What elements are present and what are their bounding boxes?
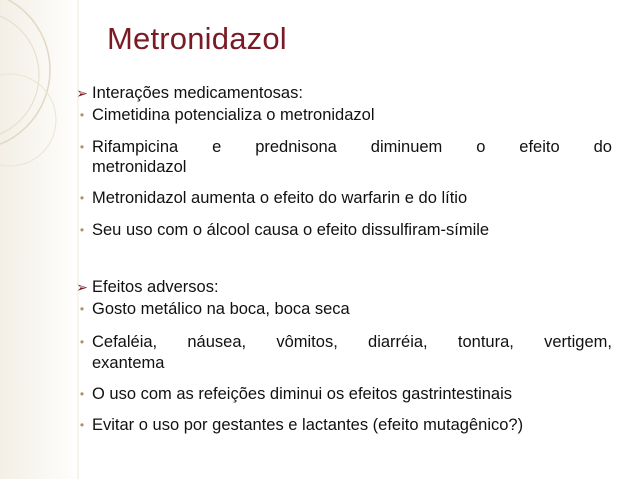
word: e xyxy=(212,138,222,156)
word: Cefaléia, xyxy=(92,333,158,351)
word: efeito xyxy=(519,138,560,156)
word: diarréia, xyxy=(368,333,428,351)
word: tontura, xyxy=(457,333,514,351)
section-heading-efeitos: Efeitos adversos: xyxy=(92,278,219,296)
list-item: O uso com as refeições diminui os efeitos gastrintestinais xyxy=(92,385,513,403)
word: do xyxy=(593,138,612,156)
bullet-icon: • xyxy=(79,108,85,122)
list-item-justified xyxy=(92,332,612,352)
word: prednisona xyxy=(255,138,337,156)
bullet-icon: • xyxy=(79,223,85,237)
list-item: Seu uso com o álcool causa o efeito dissulfiram-símile xyxy=(92,221,490,239)
section-heading-interacoes: Interações medicamentosas: xyxy=(92,84,303,102)
bullet-icon: • xyxy=(79,140,85,154)
bullet-icon: • xyxy=(79,418,85,432)
list-item: Metronidazol aumenta o efeito do warfarin e do lítio xyxy=(92,189,468,207)
bullet-icon: • xyxy=(79,191,85,205)
list-item: Cimetidina potencializa o metronidazol xyxy=(92,106,375,124)
slide-title: Metronidazol xyxy=(107,21,287,56)
bullet-icon: • xyxy=(79,387,85,401)
word: Rifampicina xyxy=(92,138,179,156)
word: vômitos, xyxy=(276,333,338,351)
bullet-icon: • xyxy=(79,335,85,349)
list-item: Gosto metálico na boca, boca seca xyxy=(92,300,350,318)
arrow-bullet-icon: ➢ xyxy=(76,279,88,295)
list-item-justified xyxy=(92,137,612,157)
list-item-continuation: metronidazol xyxy=(92,158,187,176)
word: o xyxy=(476,138,486,156)
word: náusea, xyxy=(187,333,247,351)
word: vertigem, xyxy=(544,333,612,351)
arrow-bullet-icon: ➢ xyxy=(76,85,88,101)
list-item-continuation: exantema xyxy=(92,354,165,372)
word: diminuem xyxy=(370,138,443,156)
bullet-icon: • xyxy=(79,302,85,316)
list-item: Evitar o uso por gestantes e lactantes (efeito mutagênico?) xyxy=(92,416,524,434)
